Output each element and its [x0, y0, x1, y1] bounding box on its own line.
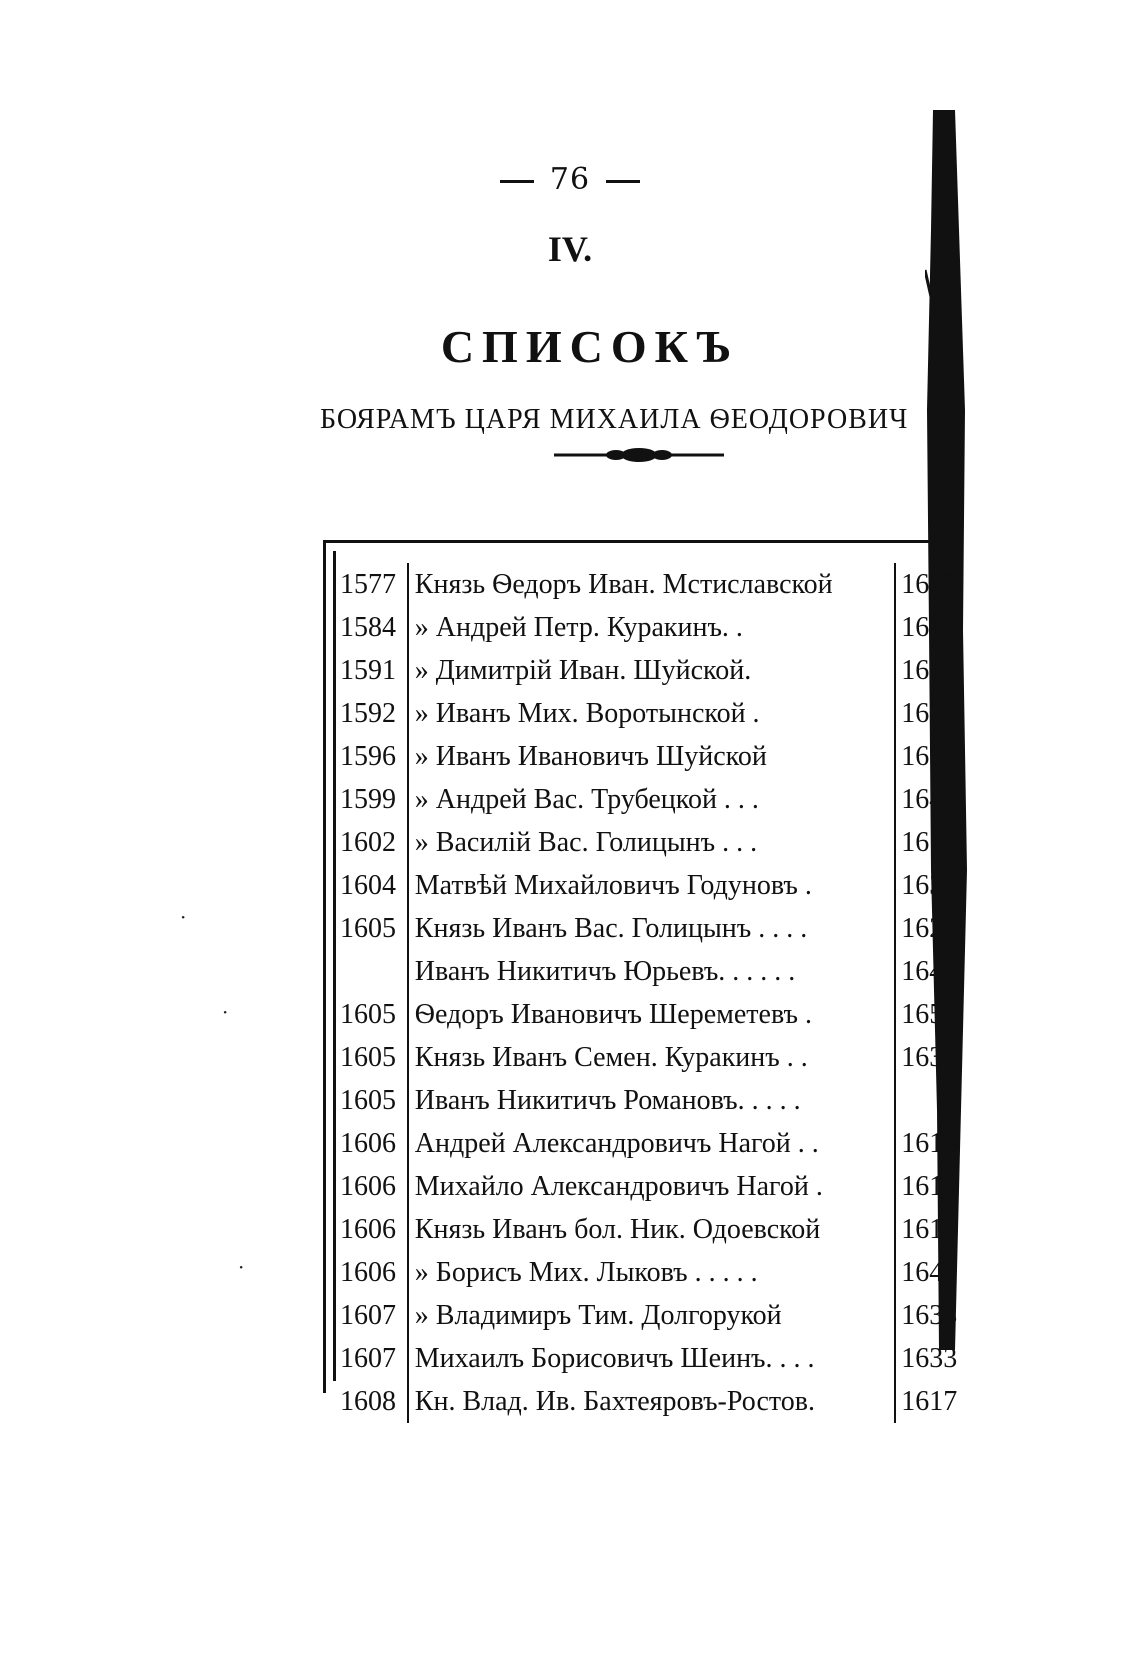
- scan-speck: ·: [238, 1255, 245, 1279]
- start-year-cell: 1604: [338, 864, 408, 907]
- dash-right: [606, 180, 640, 183]
- document-title: СПИСОКЪ: [440, 321, 740, 372]
- boyar-name-cell: » Андрей Петр. Куракинъ. .: [408, 606, 895, 649]
- table-row: [338, 563, 962, 606]
- end-year-cell: 1633: [901, 1299, 958, 1331]
- end-year-cell: 1613: [901, 654, 958, 686]
- boyar-name-cell: » Димитрій Иван. Шуйской.: [408, 649, 895, 692]
- start-year-cell: 1606: [338, 1251, 408, 1294]
- document-subtitle: БОЯРАМЪ ЦАРЯ МИХАИЛА ѲЕОДОРОВИЧ: [320, 404, 909, 435]
- start-year-cell: 1606: [338, 1208, 408, 1251]
- table-row: [338, 821, 962, 864]
- table-row: [338, 1251, 962, 1294]
- end-year-cell: 1617: [901, 1385, 958, 1417]
- end-year-cell: 1618: [901, 1170, 958, 1202]
- section-numeral: IV.: [547, 229, 593, 269]
- table-row: [338, 1079, 962, 1122]
- boyar-name-cell: Иванъ Никитичъ Юрьевъ. . . . . .: [408, 950, 895, 993]
- end-year-cell: [895, 1079, 962, 1122]
- end-year-cell: 1638: [901, 740, 958, 772]
- table-row: [338, 692, 962, 735]
- boyar-name-cell: » Борисъ Мих. Лыковъ . . . . .: [408, 1251, 895, 1294]
- boyar-name-cell: Ѳедоръ Ивановичъ Шереметевъ .: [408, 993, 895, 1036]
- end-year-cell: 1627: [901, 697, 958, 729]
- end-year-cell: 1640: [901, 955, 958, 987]
- end-year-cell: 1639: [901, 869, 958, 901]
- table-row: [338, 993, 962, 1036]
- boyar-name-cell: » Иванъ Ивановичъ Шуйской: [408, 735, 895, 778]
- end-year-cell: 1650: [901, 998, 958, 1030]
- boyar-name-cell: Князь Иванъ Вас. Голицынъ . . . .: [408, 907, 895, 950]
- boyar-name-cell: Князь Ѳедоръ Иван. Мстиславской: [408, 563, 895, 606]
- table-row: [338, 1337, 962, 1380]
- start-year-cell: 1584: [338, 606, 408, 649]
- start-year-cell: 1605: [338, 993, 408, 1036]
- boyar-name-cell: » Андрей Вас. Трубецкой . . .: [408, 778, 895, 821]
- start-year-cell: 1592: [338, 692, 408, 735]
- end-year-cell: 1627: [901, 912, 958, 944]
- scan-speck: ·: [222, 1000, 229, 1024]
- start-year-cell: 1605: [338, 1079, 408, 1122]
- start-year-cell: 1606: [338, 1165, 408, 1208]
- boyar-name-cell: » Василій Вас. Голицынъ . . .: [408, 821, 895, 864]
- table-row: [338, 649, 962, 692]
- ornament-divider: [554, 444, 724, 466]
- boyars-table: [338, 563, 962, 1423]
- boyar-name-cell: » Иванъ Мих. Воротынской .: [408, 692, 895, 735]
- dash-left: [500, 180, 534, 183]
- end-year-cell: 1615: [901, 611, 958, 643]
- start-year-cell: 1577: [338, 563, 408, 606]
- start-year-cell: 1605: [338, 907, 408, 950]
- start-year-cell: 1607: [338, 1294, 408, 1337]
- boyar-name-cell: Кн. Влад. Ив. Бахтеяровъ-Ростов.: [408, 1380, 895, 1423]
- end-year-cell: 1646: [901, 1256, 958, 1288]
- end-year-cell: 1633: [901, 1342, 958, 1374]
- table-row: [338, 778, 962, 821]
- end-year-cell: 1632: [901, 1041, 958, 1073]
- start-year-cell: 1607: [338, 1337, 408, 1380]
- boyars-table-body: [338, 563, 962, 1423]
- start-year-cell: 1591: [338, 649, 408, 692]
- page-number-text: 76: [549, 162, 591, 197]
- table-row: [338, 1036, 962, 1079]
- table-row: [338, 1294, 962, 1337]
- table-row: [338, 1380, 962, 1423]
- boyar-name-cell: Матвѣй Михайловичъ Годуновъ .: [408, 864, 895, 907]
- boyar-name-cell: Князь Иванъ Семен. Куракинъ . .: [408, 1036, 895, 1079]
- table-row: [338, 606, 962, 649]
- start-year-cell: [338, 950, 408, 993]
- table-row: [338, 907, 962, 950]
- end-year-cell: 1644: [901, 783, 958, 815]
- boyar-name-cell: Князь Иванъ бол. Ник. Одоевской: [408, 1208, 895, 1251]
- table-row: [338, 1208, 962, 1251]
- table-row: [338, 950, 962, 993]
- end-year-cell: 1616: [901, 1213, 958, 1245]
- start-year-cell: 1605: [338, 1036, 408, 1079]
- boyar-name-cell: Иванъ Никитичъ Романовъ. . . . .: [408, 1079, 895, 1122]
- table-row: [338, 1165, 962, 1208]
- table-row: [338, 1122, 962, 1165]
- table-row: [338, 864, 962, 907]
- table-row: [338, 735, 962, 778]
- boyar-name-cell: Андрей Александровичъ Нагой . .: [408, 1122, 895, 1165]
- boyar-name-cell: » Владимиръ Тим. Долгорукой: [408, 1294, 895, 1337]
- scan-speck: ·: [180, 905, 187, 929]
- boyar-name-cell: Михаилъ Борисовичъ Шеинъ. . . .: [408, 1337, 895, 1380]
- start-year-cell: 1599: [338, 778, 408, 821]
- boyar-name-cell: Михайло Александровичъ Нагой .: [408, 1165, 895, 1208]
- start-year-cell: 1608: [338, 1380, 408, 1423]
- boyars-table-frame: [323, 540, 962, 1417]
- start-year-cell: 1596: [338, 735, 408, 778]
- end-year-cell: 1618: [901, 1127, 958, 1159]
- end-year-cell: 1622: [901, 568, 958, 600]
- start-year-cell: 1606: [338, 1122, 408, 1165]
- start-year-cell: 1602: [338, 821, 408, 864]
- end-year-cell: 1619: [901, 826, 958, 858]
